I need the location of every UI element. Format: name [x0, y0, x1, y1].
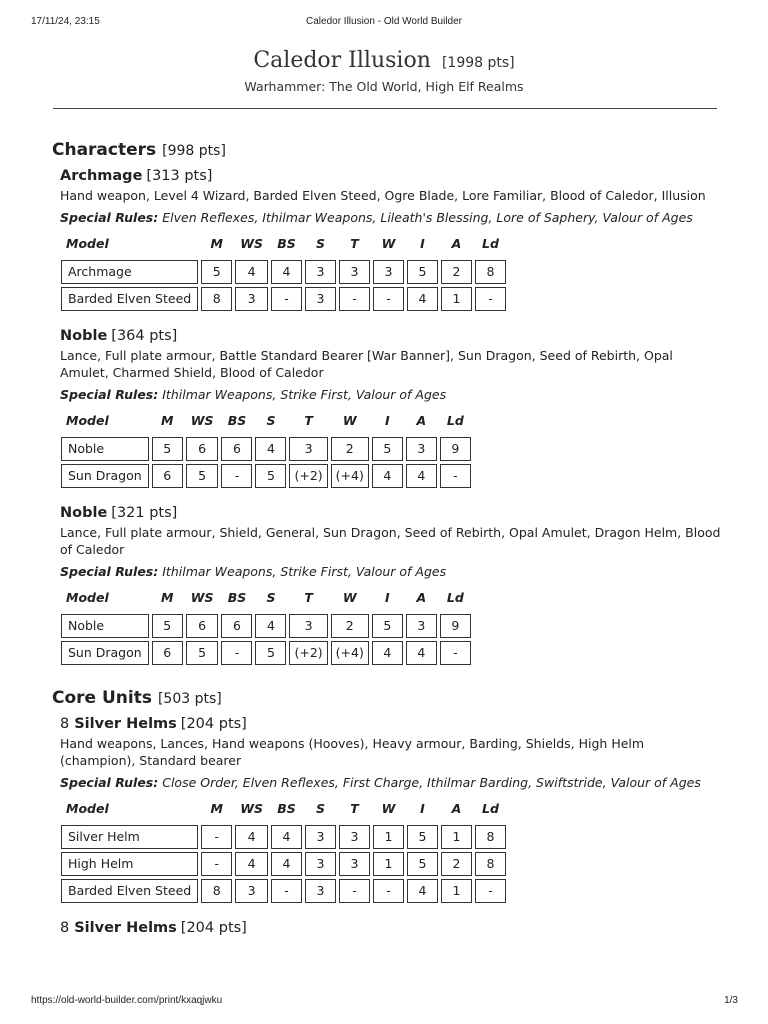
profile-stat-cell: 9	[440, 614, 471, 638]
unit-name: Silver Helms	[74, 715, 177, 732]
unit-special-rules	[60, 387, 722, 402]
profile-header-cell: A	[451, 800, 462, 816]
unit-name: Noble	[60, 504, 108, 521]
profile-header-cell: I	[385, 412, 390, 428]
profile-header-cell: T	[350, 800, 359, 816]
profile-stat-cell: 5	[407, 260, 438, 284]
unit-name: Noble	[60, 327, 108, 344]
special-rules-label: Special Rules:	[60, 209, 159, 225]
profile-header-cell: Model	[66, 235, 109, 251]
profile-table	[58, 408, 474, 491]
profile-stat-cell: 3	[305, 852, 336, 876]
print-page-number: 1/3	[724, 995, 738, 1006]
profile-header-cell: WS	[240, 235, 263, 251]
profile-header-cell: Model	[66, 589, 109, 605]
print-page-title: Caledor Illusion - Old World Builder	[306, 16, 462, 27]
section-points: [998 pts]	[162, 143, 226, 159]
profile-stat-cell: 5	[407, 825, 438, 849]
profile-row	[61, 260, 506, 284]
profile-header-cell: BS	[277, 800, 296, 816]
profile-stat-cell: 5	[372, 614, 403, 638]
document-title: Caledor Illusion	[253, 48, 431, 73]
profile-header-cell: Ld	[446, 412, 464, 428]
profile-header-row	[61, 588, 471, 611]
section-title	[52, 688, 722, 708]
profile-header-cell: Model	[66, 800, 109, 816]
profile-model-cell: Archmage	[61, 260, 198, 284]
profile-stat-cell: 2	[441, 260, 472, 284]
unit-title	[60, 328, 722, 344]
profile-header-cell: BS	[227, 589, 247, 605]
profile-stat-cell: 1	[441, 825, 472, 849]
profile-model-cell: Barded Elven Steed	[61, 287, 198, 311]
profile-stat-cell: -	[271, 287, 302, 311]
profile-stat-cell: 4	[235, 260, 268, 284]
profile-row	[61, 614, 471, 638]
profile-stat-cell: 3	[406, 614, 437, 638]
print-footer	[0, 995, 768, 1009]
profile-stat-cell: 8	[475, 825, 506, 849]
profile-model-cell: Sun Dragon	[61, 464, 149, 488]
profile-stat-cell: (+4)	[331, 641, 369, 665]
profile-stat-cell: -	[201, 852, 232, 876]
army-list	[52, 140, 722, 950]
profile-header-cell: T	[304, 412, 313, 428]
profile-header-cell: W	[342, 589, 357, 605]
profile-stat-cell: 3	[235, 879, 268, 903]
unit-title	[60, 920, 722, 936]
profile-header-cell: A	[416, 412, 427, 428]
profile-stat-cell: 6	[186, 614, 219, 638]
profile-stat-cell: 5	[152, 614, 183, 638]
profile-header-cell: Model	[66, 412, 109, 428]
profile-stat-cell: 3	[289, 437, 327, 461]
profile-stat-cell: 2	[331, 614, 369, 638]
unit-points: [364 pts]	[111, 327, 178, 344]
profile-header-cell: W	[381, 235, 396, 251]
unit-count: 8	[60, 715, 70, 732]
profile-stat-cell: 4	[372, 641, 403, 665]
special-rules-label: Special Rules:	[60, 386, 159, 402]
profile-row	[61, 437, 471, 461]
profile-header-cell: A	[451, 235, 462, 251]
profile-header-cell: WS	[190, 589, 214, 605]
profile-row	[61, 825, 506, 849]
profile-header-row	[61, 234, 506, 257]
profile-header-cell: W	[381, 800, 396, 816]
profile-stat-cell: -	[440, 464, 471, 488]
section-name: Core Units	[52, 687, 152, 708]
section-title	[52, 140, 722, 160]
unit-points: [313 pts]	[146, 168, 213, 184]
profile-stat-cell: 2	[331, 437, 369, 461]
profile-model-cell: High Helm	[61, 852, 198, 876]
profile-header-cell: S	[266, 412, 276, 428]
unit-equipment: Lance, Full plate armour, Shield, General, Sun Dragon, Seed of Rebirth, Opal Amulet, Dragon Helm, Blood of Caledor	[60, 524, 721, 557]
profile-table	[58, 585, 474, 668]
profile-stat-cell: 3	[289, 614, 327, 638]
profile-header-cell: M	[160, 589, 174, 605]
profile-stat-cell: 4	[407, 879, 438, 903]
profile-row	[61, 879, 506, 903]
profile-stat-cell: 3	[305, 287, 336, 311]
section	[52, 688, 722, 936]
profile-header-cell: S	[315, 800, 325, 816]
section-points: [503 pts]	[157, 690, 222, 707]
profile-stat-cell: 8	[475, 852, 506, 876]
profile-stat-cell: (+4)	[331, 464, 369, 488]
profile-header-cell: WS	[240, 800, 263, 816]
profile-stat-cell: 6	[221, 437, 252, 461]
profile-stat-cell: (+2)	[289, 464, 327, 488]
profile-header-cell: I	[420, 800, 425, 816]
profile-header-cell: W	[342, 412, 357, 428]
profile-stat-cell: 6	[186, 437, 219, 461]
unit-points: [321 pts]	[111, 504, 178, 521]
profile-stat-cell: 5	[201, 260, 232, 284]
profile-stat-cell: -	[271, 879, 302, 903]
profile-stat-cell: 3	[305, 879, 336, 903]
profile-model-cell: Noble	[61, 614, 149, 638]
profile-stat-cell: 1	[373, 825, 404, 849]
profile-header-cell: T	[350, 235, 359, 251]
unit-count: 8	[60, 919, 70, 936]
profile-header-cell: Ld	[482, 235, 499, 251]
profile-table	[58, 796, 509, 906]
profile-stat-cell: 6	[152, 641, 183, 665]
profile-stat-cell: -	[475, 879, 506, 903]
unit-title	[60, 505, 722, 521]
unit-entry	[60, 168, 722, 314]
profile-stat-cell: 4	[407, 287, 438, 311]
unit-equipment: Hand weapons, Lances, Hand weapons (Hooves), Heavy armour, Barding, Shields, High Helm (champion), Standard bearer	[60, 735, 645, 768]
profile-stat-cell: 4	[406, 464, 437, 488]
profile-stat-cell: 4	[271, 852, 302, 876]
profile-stat-cell: -	[440, 641, 471, 665]
profile-stat-cell: 3	[305, 825, 336, 849]
profile-header-cell: I	[385, 589, 390, 605]
profile-stat-cell: 1	[373, 852, 404, 876]
special-rules-text: Ithilmar Weapons, Strike First, Valour of Ages	[162, 563, 447, 579]
profile-stat-cell: 1	[441, 287, 472, 311]
profile-stat-cell: 9	[440, 437, 471, 461]
profile-stat-cell: 3	[235, 287, 268, 311]
unit-title	[60, 168, 722, 184]
profile-row	[61, 464, 471, 488]
unit-points: [204 pts]	[180, 715, 247, 732]
profile-header-cell: Ld	[482, 800, 499, 816]
profile-header-cell: S	[315, 235, 325, 251]
profile-stat-cell: 4	[255, 437, 286, 461]
profile-row	[61, 641, 471, 665]
profile-model-cell: Noble	[61, 437, 149, 461]
profile-stat-cell: 4	[255, 614, 286, 638]
special-rules-text: Elven Reflexes, Ithilmar Weapons, Lileath's Blessing, Lore of Saphery, Valour of Ages	[162, 209, 693, 225]
profile-stat-cell: 8	[201, 879, 232, 903]
print-datetime: 17/11/24, 23:15	[31, 16, 100, 27]
profile-stat-cell: 4	[235, 825, 268, 849]
profile-stat-cell: 3	[373, 260, 404, 284]
special-rules-label: Special Rules:	[60, 563, 159, 579]
profile-stat-cell: 1	[441, 879, 472, 903]
profile-stat-cell: 4	[406, 641, 437, 665]
profile-stat-cell: 5	[152, 437, 183, 461]
profile-stat-cell: 3	[339, 260, 370, 284]
print-url: https://old-world-builder.com/print/kxaqjwku	[31, 995, 223, 1006]
document-subtitle: Warhammer: The Old World, High Elf Realms	[244, 79, 524, 94]
profile-stat-cell: 8	[475, 260, 506, 284]
profile-stat-cell: 5	[255, 464, 286, 488]
unit-entry	[60, 328, 722, 491]
profile-header-cell: BS	[227, 412, 247, 428]
profile-stat-cell: (+2)	[289, 641, 327, 665]
profile-stat-cell: -	[339, 287, 370, 311]
profile-stat-cell: 3	[339, 852, 370, 876]
profile-header-cell: M	[210, 235, 223, 251]
profile-stat-cell: 3	[406, 437, 437, 461]
profile-stat-cell: 6	[152, 464, 183, 488]
profile-stat-cell: -	[221, 641, 252, 665]
profile-stat-cell: 5	[372, 437, 403, 461]
profile-header-row	[61, 799, 506, 822]
profile-header-cell: T	[304, 589, 313, 605]
document-points: [1998 pts]	[441, 55, 515, 71]
unit-equipment: Lance, Full plate armour, Battle Standard Bearer [War Banner], Sun Dragon, Seed of Rebirth, Opal Amulet, Charmed Shield, Blood of Caledor	[60, 347, 673, 380]
document-title-block	[0, 48, 768, 94]
profile-stat-cell: 5	[255, 641, 286, 665]
profile-header-cell: I	[420, 235, 425, 251]
profile-model-cell: Sun Dragon	[61, 641, 149, 665]
profile-stat-cell: -	[201, 825, 232, 849]
profile-stat-cell: -	[373, 879, 404, 903]
unit-special-rules	[60, 210, 722, 225]
profile-stat-cell: 4	[372, 464, 403, 488]
profile-stat-cell: 5	[186, 464, 219, 488]
section	[52, 140, 722, 668]
profile-header-cell: A	[416, 589, 427, 605]
unit-entry	[60, 505, 722, 668]
unit-name: Silver Helms	[74, 919, 177, 936]
profile-header-cell: M	[210, 800, 223, 816]
section-name: Characters	[52, 140, 157, 160]
profile-table	[58, 231, 509, 314]
profile-header-cell: WS	[190, 412, 214, 428]
profile-model-cell: Silver Helm	[61, 825, 198, 849]
profile-stat-cell: 5	[407, 852, 438, 876]
title-divider	[53, 108, 717, 109]
profile-header-cell: Ld	[446, 589, 464, 605]
profile-stat-cell: -	[221, 464, 252, 488]
special-rules-label: Special Rules:	[60, 774, 159, 790]
profile-stat-cell: -	[373, 287, 404, 311]
unit-special-rules	[60, 775, 722, 790]
unit-equipment: Hand weapon, Level 4 Wizard, Barded Elven Steed, Ogre Blade, Lore Familiar, Blood of Caledor, Illusion	[60, 188, 706, 203]
profile-stat-cell: 2	[441, 852, 472, 876]
profile-stat-cell: 4	[235, 852, 268, 876]
unit-entry	[60, 716, 722, 906]
profile-header-row	[61, 411, 471, 434]
profile-row	[61, 852, 506, 876]
print-header	[0, 16, 768, 30]
profile-stat-cell: 5	[186, 641, 219, 665]
profile-header-cell: BS	[277, 235, 296, 251]
profile-stat-cell: 6	[221, 614, 252, 638]
profile-model-cell: Barded Elven Steed	[61, 879, 198, 903]
profile-stat-cell: -	[339, 879, 370, 903]
profile-stat-cell: 3	[339, 825, 370, 849]
profile-stat-cell: 8	[201, 287, 232, 311]
profile-stat-cell: -	[475, 287, 506, 311]
special-rules-text: Ithilmar Weapons, Strike First, Valour of Ages	[162, 386, 447, 402]
unit-points: [204 pts]	[180, 919, 247, 936]
special-rules-text: Close Order, Elven Reflexes, First Charge, Ithilmar Barding, Swiftstride, Valour of Ages	[162, 774, 701, 790]
profile-row	[61, 287, 506, 311]
unit-entry	[60, 920, 722, 936]
profile-header-cell: S	[266, 589, 276, 605]
profile-header-cell: M	[160, 412, 174, 428]
profile-stat-cell: 4	[271, 825, 302, 849]
unit-name: Archmage	[60, 168, 143, 184]
profile-stat-cell: 3	[305, 260, 336, 284]
profile-stat-cell: 4	[271, 260, 302, 284]
unit-special-rules	[60, 564, 722, 579]
unit-title	[60, 716, 722, 732]
